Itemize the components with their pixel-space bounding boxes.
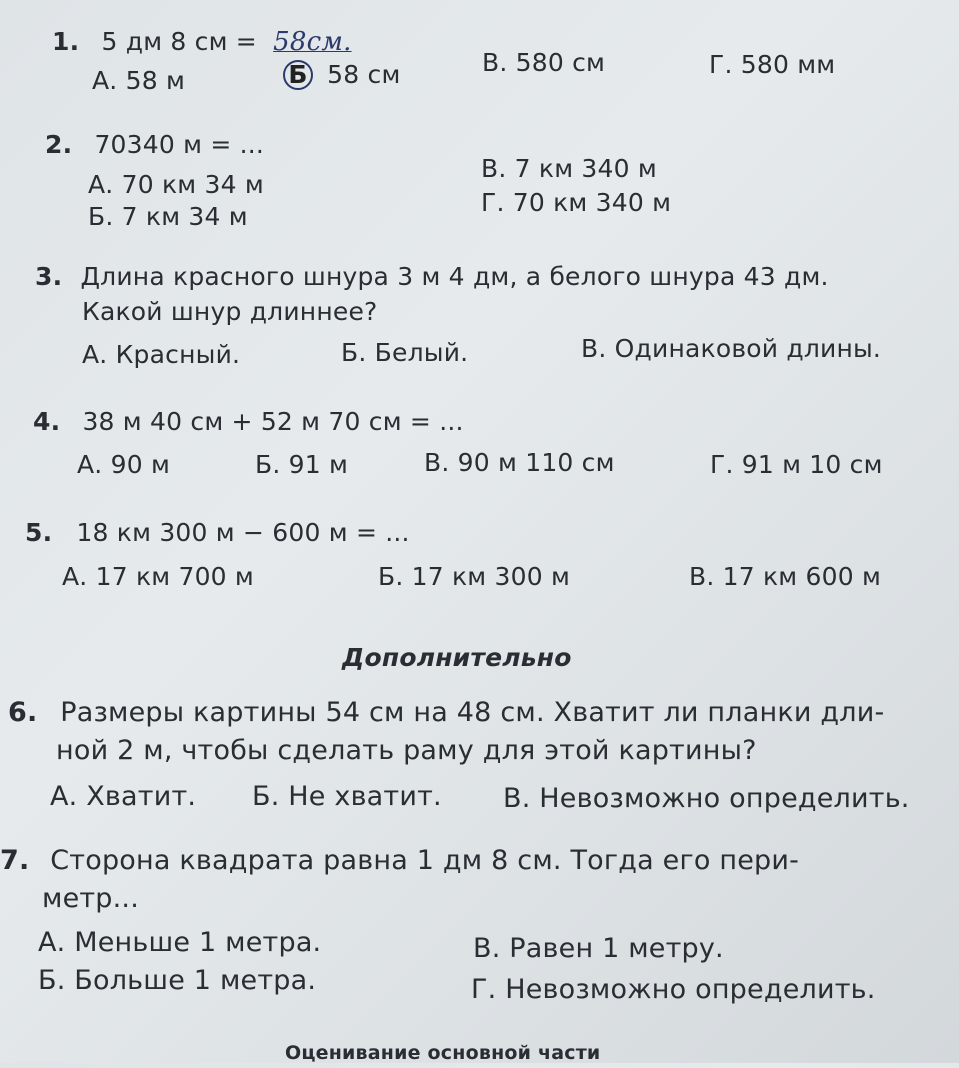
q7-option-c: В. Равен 1 метру. [473, 933, 724, 964]
q1-text: 5 дм 8 см = [101, 27, 257, 56]
q2-text: 70340 м = ... [94, 130, 265, 159]
q4-number: 4. [33, 407, 61, 436]
q3-option-b: Б. Белый. [341, 338, 469, 367]
q6-text-1: Размеры картины 54 см на 48 см. Хватит ли планки дли- [60, 697, 885, 728]
q3-text-2: Какой шнур длиннее? [82, 297, 378, 326]
q6-option-b: Б. Не хватит. [252, 781, 442, 812]
q5-number: 5. [25, 518, 53, 547]
q3-text-1: Длина красного шнура 3 м 4 дм, а белого шнура 43 дм. [80, 262, 829, 291]
q3-line-1 [35, 262, 829, 292]
q4-option-b: Б. 91 м [255, 450, 349, 479]
q3-option-a: А. Красный. [82, 340, 241, 369]
q6-line-1 [8, 698, 884, 728]
q7-option-d: Г. Невозможно определить. [471, 974, 876, 1005]
q7-option-b: Б. Больше 1 метра. [38, 965, 317, 996]
q4-line [33, 407, 464, 437]
q6-option-a: А. Хватит. [50, 781, 197, 812]
q4-option-a: А. 90 м [77, 450, 171, 479]
q5-text: 18 км 300 м − 600 м = ... [76, 518, 410, 547]
q5-option-a: А. 17 км 700 м [62, 562, 254, 591]
q4-text: 38 м 40 см + 52 м 70 см = ... [82, 407, 464, 436]
q5-line [25, 518, 410, 548]
q5-option-c: В. 17 км 600 м [689, 562, 882, 591]
q2-line [45, 130, 264, 160]
q7-option-a: А. Меньше 1 метра. [38, 927, 322, 958]
q1-option-a: А. 58 м [92, 66, 186, 95]
q1-option-b-text: 58 см [327, 60, 401, 89]
q1-option-b [283, 60, 401, 90]
section-heading: Дополнительно [342, 643, 572, 672]
q3-number: 3. [35, 262, 63, 291]
q2-number: 2. [45, 130, 73, 159]
q4-option-d: Г. 91 м 10 см [710, 450, 883, 479]
q2-option-b: Б. 7 км 34 м [88, 202, 248, 231]
q1-option-c: В. 580 см [482, 48, 606, 77]
q1-option-b-circled-letter: Б [283, 60, 313, 90]
q4-option-c: В. 90 м 110 см [424, 448, 615, 477]
q2-option-a: А. 70 км 34 м [88, 170, 264, 199]
q7-text-2: метр... [42, 883, 139, 914]
q1-handwritten-answer: 58см. [273, 27, 352, 57]
q1-number: 1. [52, 27, 80, 56]
q7-number: 7. [0, 845, 30, 876]
q7-line-1 [0, 846, 799, 876]
q6-option-c: В. Невозможно определить. [503, 783, 910, 814]
q6-text-2: ной 2 м, чтобы сделать раму для этой картины? [56, 735, 757, 766]
q6-number: 6. [8, 697, 38, 728]
q3-option-c: В. Одинаковой длины. [581, 334, 882, 363]
q5-option-b: Б. 17 км 300 м [378, 562, 571, 591]
q2-option-c: В. 7 км 340 м [481, 154, 657, 183]
q1-line [52, 27, 352, 57]
q2-option-d: Г. 70 км 340 м [481, 188, 672, 217]
q7-text-1: Сторона квадрата равна 1 дм 8 см. Тогда его пери- [50, 845, 800, 876]
footer-caption: Оценивание основной части [285, 1042, 601, 1064]
q1-option-d: Г. 580 мм [709, 50, 836, 79]
